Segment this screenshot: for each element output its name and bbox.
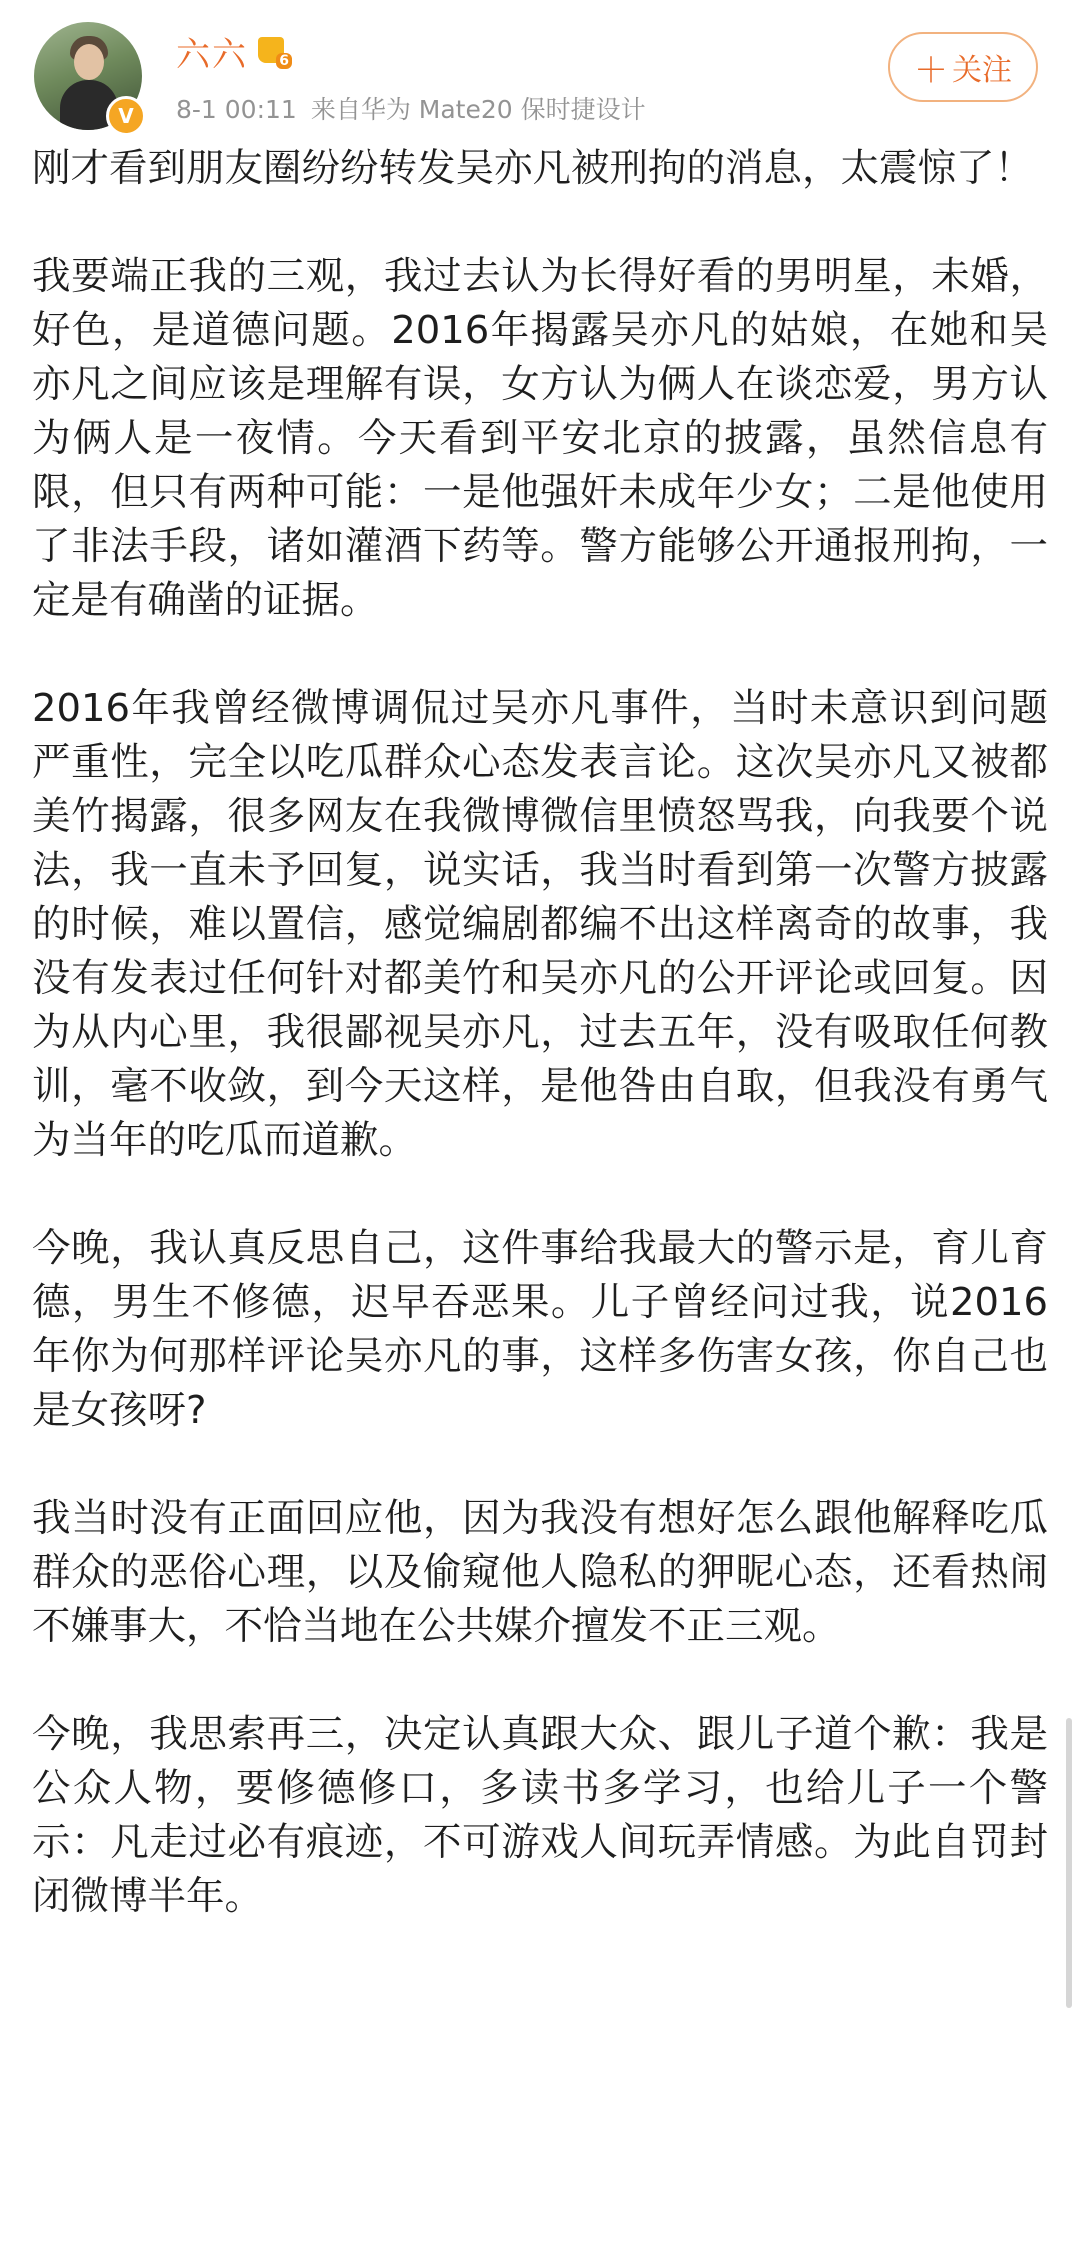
member-level-icon <box>256 35 288 67</box>
post-timestamp: 8-1 00:11 <box>176 95 297 124</box>
follow-button[interactable] <box>888 32 1038 102</box>
plus-icon: ＋ <box>914 50 948 91</box>
post-paragraph-5: 我当时没有正面回应他，因为我没有想好怎么跟他解释吃瓜群众的恶俗心理，以及偷窥他人隐私的狎昵心态，还看热闹不嫌事大，不恰当地在公共媒介擅发不正三观。 <box>32 1496 1048 1649</box>
post-paragraph-1: 刚才看到朋友圈纷纷转发吴亦凡被刑拘的消息，太震惊了！ <box>32 146 1034 191</box>
post-paragraph-3: 2016年我曾经微博调侃过吴亦凡事件，当时未意识到问题严重性，完全以吃瓜群众心态发表言论。这次吴亦凡又被都美竹揭露，很多网友在我微博微信里愤怒骂我，向我要个说法，我一直未予回复，说实话，我当时看到第一次警方披露的时候，难以置信，感觉编剧都编不出这样离奇的故事，我没有发表过任何针对都美竹和吴亦凡的公开评论或回复。因为从内心里，我很鄙视吴亦凡，过去五年，没有吸取任何教训，毫不收敛，到今天这样，是他咎由自取，但我没有勇气为当年的吃瓜而道歉。 <box>32 686 1048 1163</box>
scrollbar[interactable] <box>1066 1718 1072 2008</box>
post-paragraph-6: 今晚，我思索再三，决定认真跟大众、跟儿子道个歉：我是公众人物，要修德修口，多读书多学习，也给儿子一个警示：凡走过必有痕迹，不可游戏人间玩弄情感。为此自罚封闭微博半年。 <box>32 1712 1048 1919</box>
post-paragraph-2: 我要端正我的三观，我过去认为长得好看的男明星，未婚，好色，是道德问题。2016年揭露吴亦凡的姑娘，在她和吴亦凡之间应该是理解有误，女方认为俩人在谈恋爱，男方认为俩人是一夜情。今天看到平安北京的披露，虽然信息有限，但只有两种可能：一是他强奸未成年少女；二是他使用了非法手段，诸如灌酒下药等。警方能够公开通报刑拘，一定是有确凿的证据。 <box>32 254 1048 623</box>
post-paragraph-4: 今晚，我认真反思自己，这件事给我最大的警示是，育儿育德，男生不修德，迟早吞恶果。儿子曾经问过我，说2016年你为何那样评论吴亦凡的事，这样多伤害女孩，你自己也是女孩呀? <box>32 1226 1048 1433</box>
verified-badge-icon: V <box>106 96 146 136</box>
follow-button-label: 关注 <box>952 53 1012 88</box>
post-body <box>32 142 1048 1978</box>
author-avatar[interactable] <box>34 22 142 130</box>
post-header <box>0 0 1080 150</box>
member-level-number: 6 <box>276 53 292 69</box>
post-source: 来自华为 Mate20 保时捷设计 <box>310 95 646 124</box>
author-name-row <box>176 26 288 76</box>
post-meta <box>176 90 646 126</box>
avatar-face <box>74 44 104 80</box>
author-name[interactable]: 六六 <box>176 34 248 75</box>
